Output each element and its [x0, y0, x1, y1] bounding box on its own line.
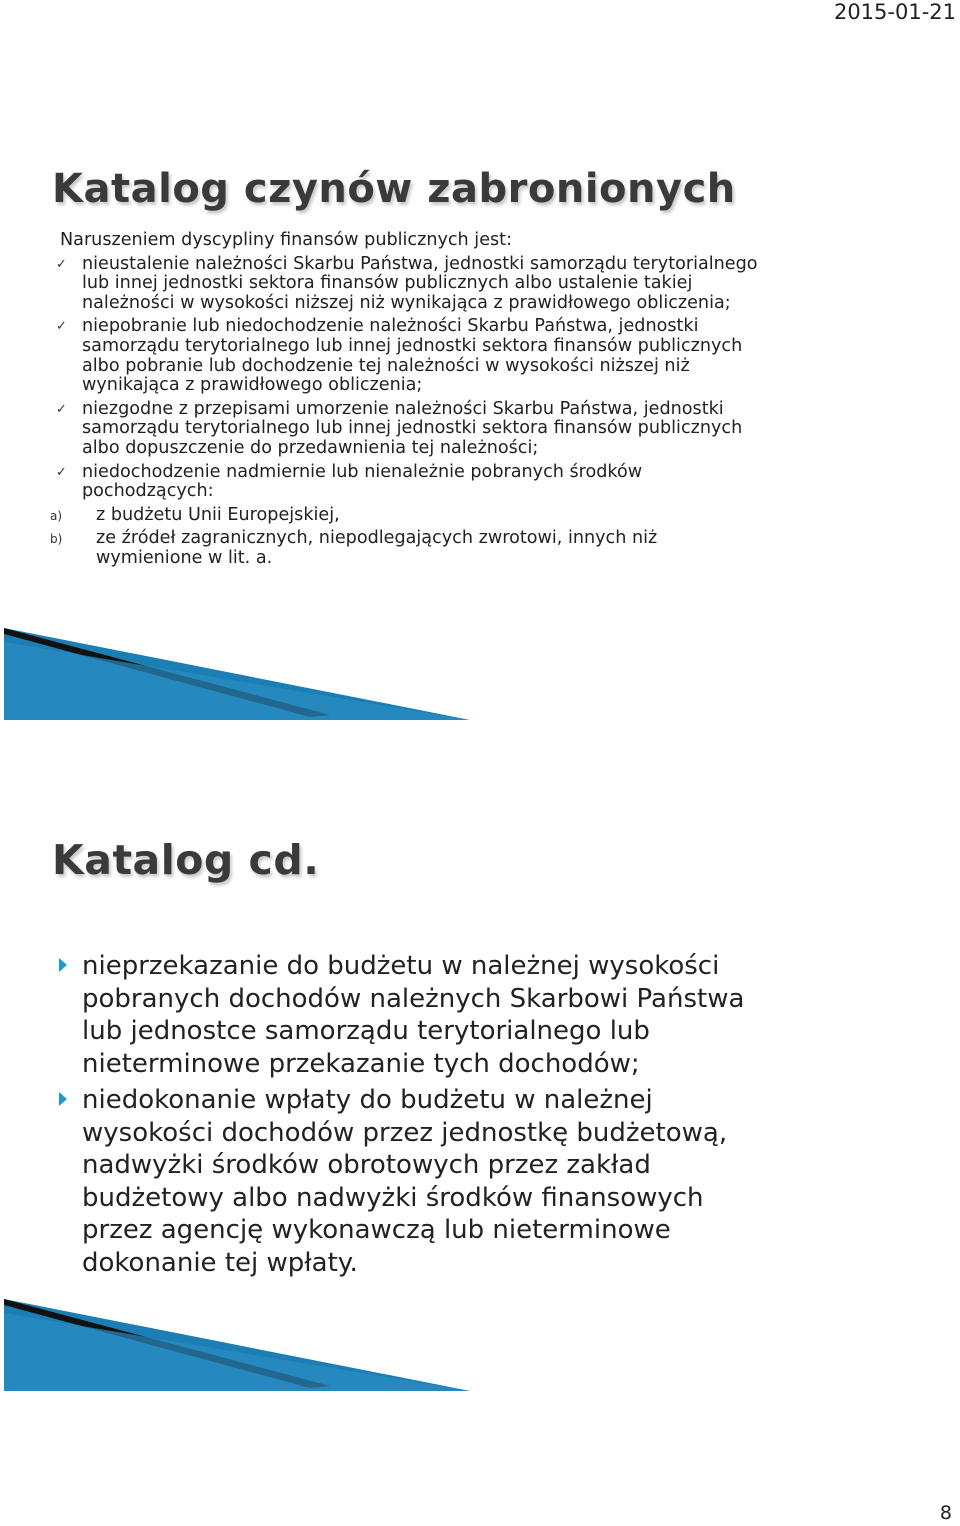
- sub-item: [50, 528, 760, 568]
- list-item: [60, 1084, 750, 1279]
- page-number: 8: [939, 1502, 952, 1524]
- check-icon: ✓: [56, 401, 67, 417]
- check-item: [56, 461, 760, 502]
- check-icon: ✓: [56, 464, 67, 480]
- check-item-text: niepobranie lub niedochodzenie należności Skarbu Państwa, jednostki samorządu terytorialnego lub innej jednostki sektora finansów publicznych albo pobranie lub dochodzenie tej należności w wysokości niższej niż wynikająca z prawidłowego obliczenia;: [82, 316, 743, 396]
- date-stamp: 2015-01-21: [833, 0, 956, 24]
- list-item-text: niedokonanie wpłaty do budżetu w należnej wysokości dochodów przez jednostkę budżetową, nadwyżki środków obrotowych przez zakład budżetowy albo nadwyżki środków finansowych przez agencję wykonawczą lub nieterminowe dokonanie tej wpłaty.: [82, 1085, 728, 1278]
- check-item-text: niedochodzenie nadmiernie lub nienależnie pobranych środków pochodzących:: [82, 461, 643, 502]
- slide2-title: Katalog cd.: [52, 836, 320, 884]
- slide1-title: Katalog czynów zabronionych: [52, 166, 736, 212]
- slide-decoration: [0, 620, 470, 720]
- arrow-bullet-icon: [59, 1092, 67, 1106]
- list-item: [60, 950, 750, 1080]
- slide-decoration: [0, 1295, 470, 1395]
- arrow-bullet-icon: [59, 958, 67, 972]
- sub-item-letter: b): [50, 532, 63, 547]
- sub-item-text: ze źródeł zagranicznych, niepodlegających zwrotowi, innych niż wymienione w lit. a.: [96, 528, 658, 568]
- check-item: [56, 253, 760, 314]
- check-item-text: niezgodne z przepisami umorzenie należności Skarbu Państwa, jednostki samorządu terytorialnego lub innej jednostki sektora finansów publicznych albo dopuszczenie do przedawnienia tej należności;: [82, 398, 743, 458]
- sub-item: [50, 504, 760, 526]
- sub-item-letter: a): [50, 508, 63, 523]
- check-item: [56, 316, 760, 396]
- check-icon: ✓: [56, 256, 67, 272]
- check-item: [56, 398, 760, 459]
- sub-item-text: z budżetu Unii Europejskiej,: [96, 504, 340, 525]
- list-item-text: nieprzekazanie do budżetu w należnej wysokości pobranych dochodów należnych Skarbowi Państwa lub jednostce samorządu terytorialnego lub nieterminowe przekazanie tych dochodów;: [82, 951, 745, 1079]
- slide2-body: [60, 950, 750, 1283]
- check-item-text: nieustalenie należności Skarbu Państwa, jednostki samorządu terytorialnego lub innej jednostki sektora finansów publicznych albo ustalenie takiej należności w wysokości niższej niż wynikająca z prawidłowego obliczenia;: [82, 253, 758, 313]
- slide1-body: [50, 230, 760, 573]
- check-icon: ✓: [56, 319, 67, 335]
- slide1-intro: Naruszeniem dyscypliny finansów publicznych jest:: [60, 230, 513, 250]
